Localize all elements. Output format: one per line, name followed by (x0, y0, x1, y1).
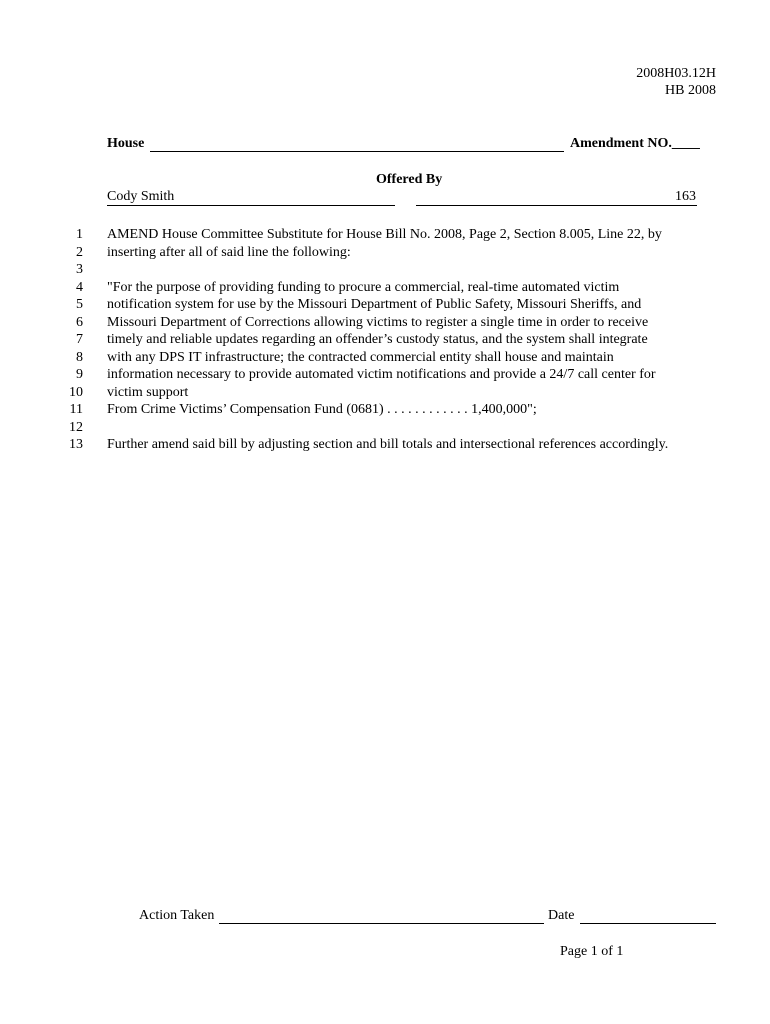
house-label: House (107, 136, 145, 151)
document-code: 2008H03.12H (636, 66, 716, 81)
line-number: 3 (76, 262, 83, 277)
line-number: 12 (69, 419, 83, 435)
amendment-line (0, 349, 770, 367)
line-text: inserting after all of said line the following: (107, 244, 351, 260)
action-taken-line (219, 923, 544, 924)
line-number: 7 (76, 332, 83, 347)
line-number: 9 (76, 367, 83, 382)
house-blank-line (150, 151, 564, 152)
line-number: 4 (76, 279, 83, 295)
amendment-line (0, 261, 770, 279)
line-text: with any DPS IT infrastructure; the contracted commercial entity shall house and maintain (107, 349, 614, 365)
line-text: information necessary to provide automated victim notifications and provide a 24/7 call center for (107, 367, 656, 382)
line-number: 10 (69, 384, 83, 400)
action-taken-label: Action Taken (139, 908, 215, 923)
line-number: 13 (69, 437, 83, 452)
amendment-number-label: Amendment NO.____ (570, 136, 700, 151)
line-number: 2 (76, 244, 83, 260)
amendment-line (0, 366, 770, 384)
line-text: Further amend said bill by adjusting section and bill totals and intersectional references accordingly. (107, 437, 669, 452)
amendment-body (0, 226, 770, 454)
district-number: 163 (675, 189, 696, 204)
amendment-line (0, 296, 770, 314)
line-number: 5 (76, 297, 83, 312)
line-text: notification system for use by the Missouri Department of Public Safety, Missouri Sheriffs, and (107, 297, 642, 312)
page-number: Page 1 of 1 (560, 944, 624, 959)
sponsor-name: Cody Smith (107, 189, 175, 204)
line-text: victim support (107, 384, 189, 400)
amendment-line (0, 401, 770, 419)
amendment-line (0, 226, 770, 244)
offered-by-label: Offered By (376, 172, 443, 187)
line-text: From Crime Victims’ Compensation Fund (0681) . . . . . . . . . . . . 1,400,000"; (107, 402, 537, 417)
line-number: 11 (69, 402, 83, 417)
amendment-line (0, 244, 770, 262)
sponsor-line (107, 205, 395, 206)
amendment-line (0, 314, 770, 332)
amendment-line (0, 331, 770, 349)
line-text: AMEND House Committee Substitute for House Bill No. 2008, Page 2, Section 8.005, Line 22, by (107, 227, 662, 242)
line-number: 1 (76, 227, 83, 242)
date-label: Date (548, 908, 575, 923)
line-number: 6 (76, 314, 83, 330)
amendment-line (0, 419, 770, 437)
amendment-line (0, 436, 770, 454)
amendment-line (0, 384, 770, 402)
date-line (580, 923, 716, 924)
line-number: 8 (76, 349, 83, 365)
bill-number: HB 2008 (665, 83, 716, 98)
amendment-line (0, 279, 770, 297)
line-text: timely and reliable updates regarding an offender’s custody status, and the system shall integrate (107, 332, 648, 347)
line-text: "For the purpose of providing funding to procure a commercial, real-time automated victim (107, 279, 620, 295)
line-text: Missouri Department of Corrections allowing victims to register a single time in order to receive (107, 314, 649, 330)
district-line (416, 205, 697, 206)
